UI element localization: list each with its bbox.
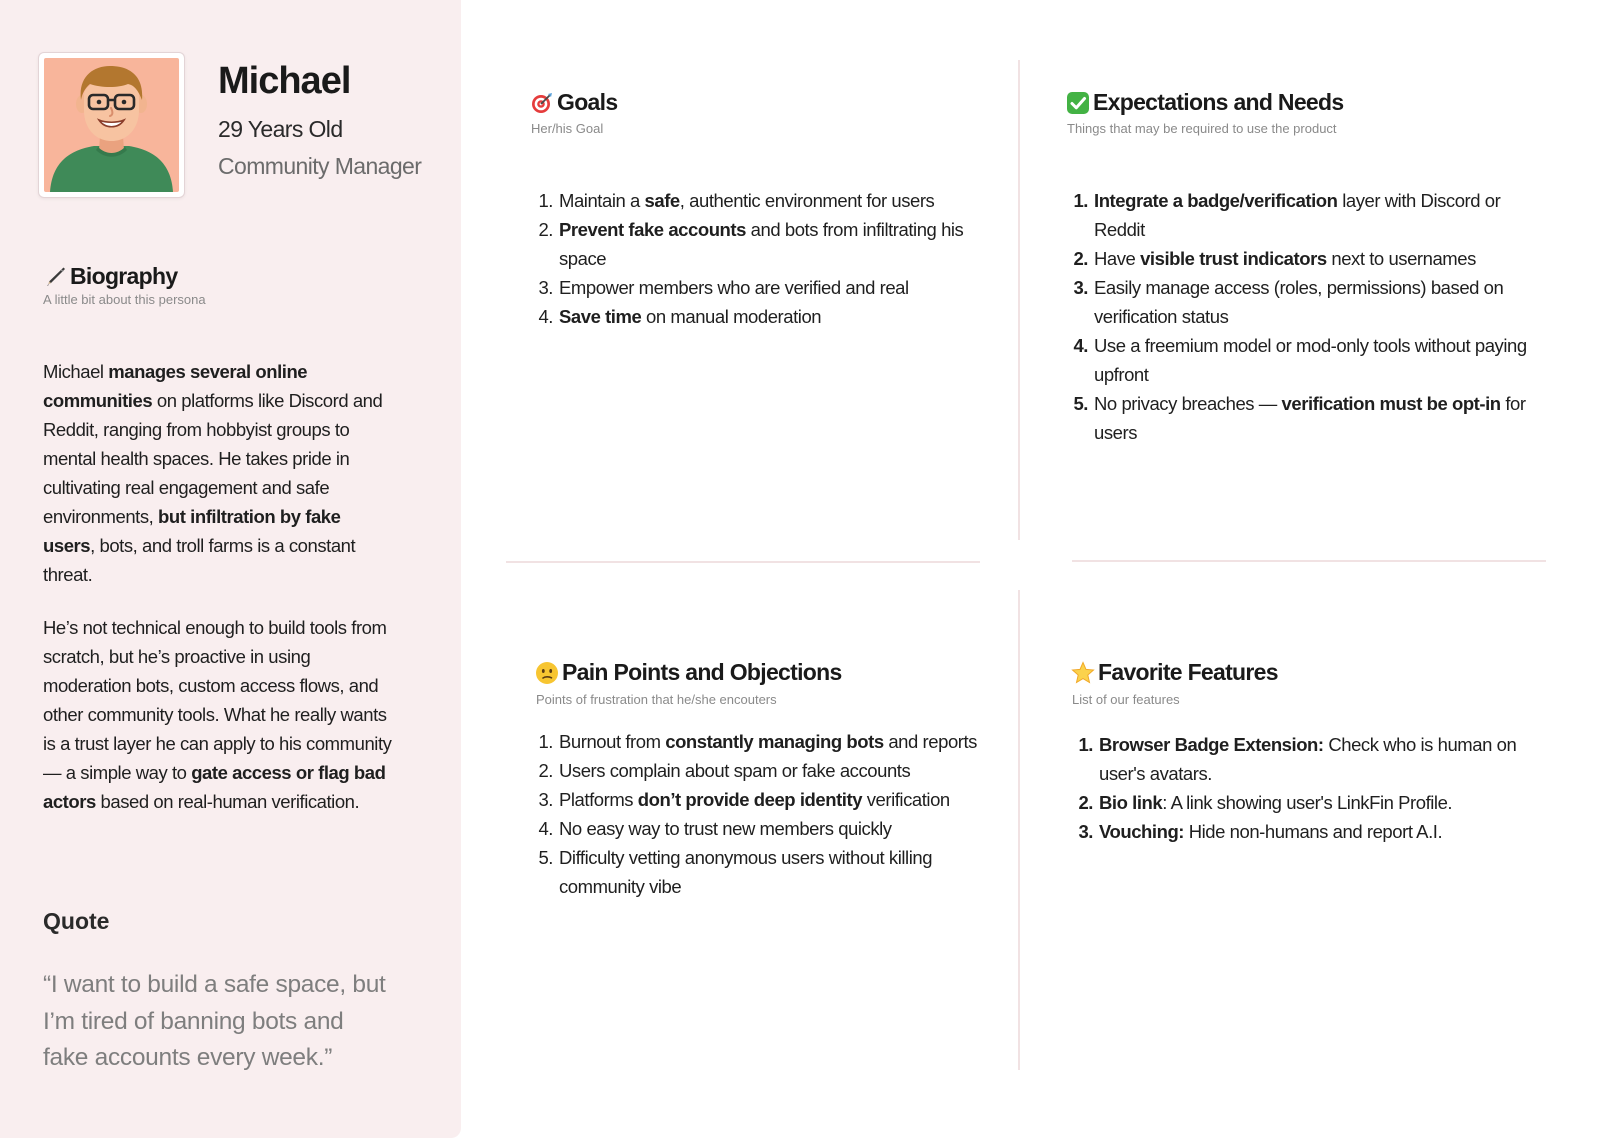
list-item-text — [1094, 389, 1545, 447]
list-item-text — [559, 273, 909, 302]
expectations-subtitle: Things that may be required to use the product — [1067, 121, 1337, 136]
list-item — [1067, 331, 1545, 389]
biography-paragraph-1 — [43, 357, 393, 589]
text-run: No privacy breaches — — [1094, 393, 1282, 414]
confused-face-icon — [535, 661, 559, 685]
divider-horizontal-left — [506, 561, 980, 563]
list-item-text — [1099, 788, 1452, 817]
expectations-title — [1066, 89, 1343, 116]
text-run: based on real-human verification. — [95, 791, 360, 812]
pain-points-list — [532, 727, 1002, 901]
target-icon — [530, 91, 554, 115]
text-run: and reports — [883, 731, 977, 752]
text-run: : A link showing user's LinkFin Profile. — [1162, 792, 1453, 813]
list-item — [532, 215, 1002, 273]
list-item-text — [1094, 273, 1545, 331]
list-item — [1072, 730, 1550, 788]
list-number: 3. — [538, 789, 553, 810]
goals-title-text: Goals — [557, 89, 618, 115]
persona-name: Michael — [218, 60, 351, 102]
list-item — [1072, 817, 1550, 846]
features-title-text: Favorite Features — [1098, 659, 1278, 685]
biography-subtitle: A little bit about this persona — [43, 292, 206, 307]
pain-points-subtitle: Points of frustration that he/she encouters — [536, 692, 777, 707]
bold-text: don’t provide deep identity — [637, 789, 863, 810]
text-run: for users — [1094, 393, 1526, 443]
list-item — [532, 186, 1002, 215]
list-item-text — [559, 814, 892, 843]
expectations-title-text: Expectations and Needs — [1093, 89, 1344, 115]
quote-text: “I want to build a safe space, but I’m tired of banning bots and fake accounts every week.” — [43, 971, 386, 1071]
text-run: Empower members who are verified and real — [559, 277, 909, 298]
text-run: Platforms — [559, 789, 638, 810]
goals-title — [530, 89, 617, 116]
persona-sidebar — [0, 0, 461, 1138]
biography-title-text: Biography — [70, 263, 178, 289]
list-item — [532, 843, 1002, 901]
biography-title — [43, 263, 177, 290]
pen-icon — [43, 265, 67, 289]
list-item-text — [1094, 331, 1545, 389]
list-item — [532, 273, 1002, 302]
divider-horizontal-right — [1072, 560, 1546, 562]
text-run: and bots from infiltrating his space — [559, 219, 964, 269]
list-item — [1067, 244, 1545, 273]
list-item-text — [1094, 244, 1476, 273]
persona-role: Community Manager — [218, 153, 422, 179]
list-number: 4. — [538, 306, 553, 327]
features-title — [1071, 659, 1278, 686]
list-item — [532, 785, 1002, 814]
bold-text: visible trust indicators — [1140, 248, 1327, 269]
list-number: 2. — [1073, 248, 1088, 269]
text-run: , bots, and troll farms is a constant threat. — [43, 535, 356, 585]
list-number: 4. — [538, 818, 553, 839]
bold-text: safe — [644, 190, 680, 211]
text-run: next to usernames — [1326, 248, 1476, 269]
divider-vertical-bottom — [1018, 590, 1020, 1070]
text-run: Michael — [43, 361, 109, 382]
list-item — [532, 814, 1002, 843]
text-run: Check who is human on user's avatars. — [1099, 734, 1517, 784]
list-number: 3. — [538, 277, 553, 298]
list-item — [532, 727, 1002, 756]
text-run: layer with Discord or Reddit — [1094, 190, 1501, 240]
list-item — [532, 302, 1002, 331]
list-number: 1. — [538, 190, 553, 211]
list-number: 2. — [1078, 792, 1093, 813]
checkmark-icon — [1066, 91, 1090, 115]
bold-text: Bio link — [1099, 792, 1163, 813]
text-run: Easily manage access (roles, permissions) based on verification status — [1094, 277, 1504, 327]
list-number: 1. — [1078, 734, 1093, 755]
bold-text: Integrate a badge/verification — [1094, 190, 1338, 211]
list-number: 1. — [1073, 190, 1088, 211]
star-icon — [1071, 661, 1095, 685]
bold-text: Vouching: — [1099, 821, 1185, 842]
text-run: Burnout from — [559, 731, 666, 752]
text-run: Use a freemium model or mod-only tools without paying upfront — [1094, 335, 1527, 385]
list-item-text — [559, 186, 934, 215]
man-with-glasses-avatar-icon — [44, 58, 179, 192]
list-item — [1072, 788, 1550, 817]
bold-text: Save time — [559, 306, 642, 327]
list-number: 4. — [1073, 335, 1088, 356]
goals-subtitle: Her/his Goal — [531, 121, 604, 136]
list-item-text — [559, 756, 910, 785]
bold-text: but infiltration by fake users — [43, 506, 341, 556]
text-run: , authentic environment for users — [679, 190, 935, 211]
list-item — [1067, 186, 1545, 244]
list-item-text — [559, 843, 1002, 901]
list-number: 3. — [1073, 277, 1088, 298]
list-item — [1067, 389, 1545, 447]
quote-title: Quote — [43, 908, 110, 934]
list-item-text — [559, 302, 821, 331]
list-item-text — [1099, 817, 1442, 846]
bold-text: gate access or flag bad actors — [43, 762, 386, 812]
list-item — [1067, 273, 1545, 331]
list-item-text — [559, 727, 977, 756]
bold-text: verification must be opt-in — [1281, 393, 1501, 414]
expectations-list — [1067, 186, 1545, 447]
list-item-text — [1099, 730, 1550, 788]
persona-age: 29 Years Old — [218, 116, 343, 142]
text-run: Users complain about spam or fake accounts — [559, 760, 911, 781]
text-run: verification — [862, 789, 950, 810]
bold-text: Browser Badge Extension: — [1099, 734, 1324, 755]
text-run: Difficulty vetting anonymous users without killing community vibe — [559, 847, 933, 897]
list-number: 1. — [538, 731, 553, 752]
goals-list — [532, 186, 1002, 331]
list-item-text — [559, 785, 950, 814]
text-run: Have — [1094, 248, 1141, 269]
features-list — [1072, 730, 1550, 846]
text-run: on manual moderation — [641, 306, 822, 327]
bold-text: manages several online communities — [43, 361, 308, 411]
text-run: No easy way to trust new members quickly — [559, 818, 892, 839]
list-number: 2. — [538, 760, 553, 781]
pain-points-title — [535, 659, 842, 686]
bold-text: Prevent fake accounts — [559, 219, 746, 240]
biography-paragraph-2 — [43, 613, 393, 816]
text-run: He’s not technical enough to build tools from scratch, but he’s proactive in using moderation bots, custom access flows, and other community tools. What he really wants is a trust layer he can apply to his community — a simple way to — [43, 617, 392, 783]
list-item — [532, 756, 1002, 785]
text-run: on platforms like Discord and Reddit, ranging from hobbyist groups to mental health spaces. He takes pride in cultivating real engagement and safe environments, — [43, 390, 383, 527]
avatar — [38, 52, 185, 198]
features-subtitle: List of our features — [1072, 692, 1180, 707]
pain-points-title-text: Pain Points and Objections — [562, 659, 842, 685]
list-number: 5. — [538, 847, 553, 868]
list-number: 3. — [1078, 821, 1093, 842]
list-number: 2. — [538, 219, 553, 240]
list-item-text — [559, 215, 1002, 273]
list-number: 5. — [1073, 393, 1088, 414]
bold-text: constantly managing bots — [665, 731, 884, 752]
list-item-text — [1094, 186, 1545, 244]
text-run: Hide non-humans and report A.I. — [1184, 821, 1443, 842]
divider-vertical-top — [1018, 60, 1020, 540]
text-run: Maintain a — [559, 190, 645, 211]
